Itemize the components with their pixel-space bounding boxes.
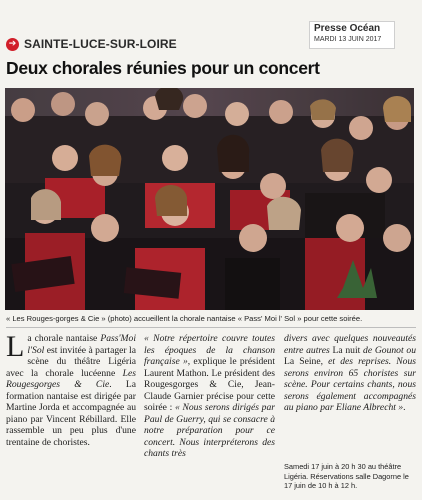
col1-segment: . La formation nantaise est dirigée par Martine Jorda et accompagnée au piano par Vincent Rébillard. Elle rassemble un peu plus d'une trentaine de choristes. [6, 379, 136, 448]
headline: Deux chorales réunies pour un concert [6, 58, 320, 78]
col2-segment: « Notre répertoire couvre toutes les époques de la chanson française » [144, 333, 275, 368]
col1-segment: est invitée à partager la scène du théâtre Ligéria avec la chorale lucéenne [6, 344, 136, 379]
photo-caption: « Les Rouges-gorges & Cie » (photo) accueillent la chorale nantaise « Pass' Moi l' Sol » pour cette soirée. [6, 314, 363, 323]
choir-photo-illustration [5, 88, 414, 310]
article-paragraph-3 [284, 333, 416, 414]
section-header [6, 35, 177, 53]
newspaper-name: Presse Océan [314, 23, 381, 34]
arrow-right-circle-icon: ➔ [6, 38, 19, 51]
masthead-label [309, 21, 395, 49]
publication-date: MARDI 13 JUIN 2017 [314, 36, 382, 43]
article-column-2 [144, 333, 275, 460]
article-column-3 [284, 333, 416, 414]
col3-segment: La Seine [284, 356, 321, 368]
col2-segment: , explique le président Laurent Mathon. Le président des Rougesgorges & Cie, Jean-Claude Garnier précise pour cette soirée : [144, 356, 275, 414]
article-paragraph-2 [144, 333, 275, 460]
col2-segment: « Nous serons dirigés par Paul de Guerry, qui se consacre à notre préparation pour ce concert. Nous interpréterons des chants très [144, 402, 275, 460]
col3-segment: La nuit [332, 344, 361, 356]
choir-photo [5, 88, 414, 310]
caption-divider [6, 327, 416, 328]
col3-segment: de Gounot ou [360, 344, 416, 356]
drop-cap: L [6, 330, 25, 363]
col1-segment: Les Rougesgorges & Cie [6, 367, 136, 391]
event-info: Samedi 17 juin à 20 h 30 au théâtre Ligéria. Réservations salle Dagorne le 17 juin de 10 h à 12 h. [284, 462, 409, 491]
article-column-1 [6, 330, 136, 448]
col1-text [6, 330, 136, 448]
section-label: SAINTE-LUCE-SUR-LOIRE [24, 37, 177, 51]
col3-segment: divers avec quelques nouveautés entre autres [284, 333, 416, 356]
col1-segment: Pass'Moi l'Sol [27, 333, 136, 356]
article-paragraph-1 [6, 330, 136, 448]
col3-segment: . [403, 402, 406, 414]
col1-segment: a chorale nantaise [27, 333, 101, 344]
col3-segment: , et des reprises. Nous serons environ 65 choristes sur scène. Pour certains chants, nous serons également accompagnés au piano par Eliane Albrecht » [284, 356, 416, 414]
